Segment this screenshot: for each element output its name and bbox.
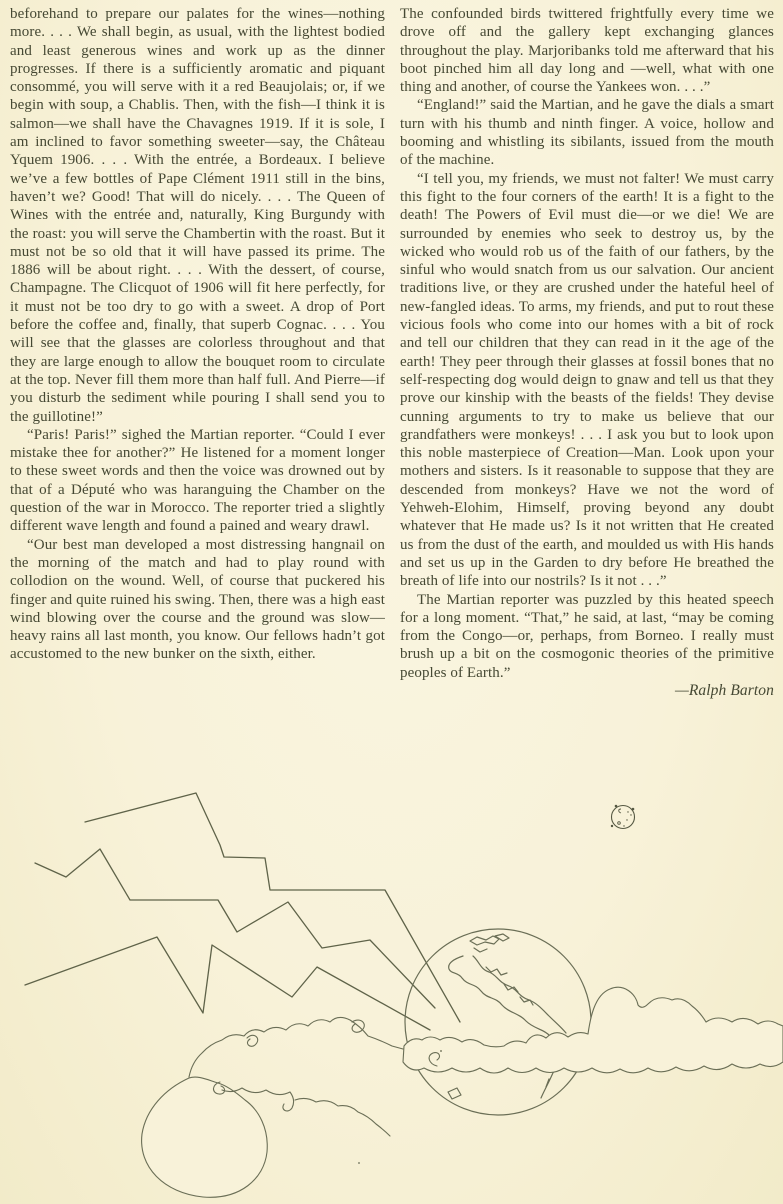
moon-doodle-icon [611, 805, 635, 829]
paragraph: “England!” said the Martian, and he gave the dials a smart turn with his thumb and ninth finger. A voice, hollow and booming and whistling its sibilants, issued from the mouth of the machine. [400, 97, 774, 169]
cloud-chain-upper [189, 1017, 403, 1077]
lightning-bolt-icon [35, 849, 435, 1008]
paragraph: “Paris! Paris!” sighed the Martian reporter. “Could I ever mistake thee for another?” He listened for a moment longer to these sweet words and then the voice was drowned out by that of a Député who was haranguing the Chamber on the question of the war in Morocco. The reporter tried a slightly different wave length and found a pained and weary drawl. [10, 426, 385, 535]
lightning-bolts [25, 793, 460, 1030]
paragraph: “Our best man developed a most distressing hangnail on the morning of the match and had to play round with collodion on the wound. Well, of course that puckered his finger and quite ruined his swing. Then, there was a high east wind blowing over the course and the ground was slow—heavy rains all last month, you know. Our fellows hadn’t got accustomed to the new bunker on the sixth, either. [10, 536, 385, 663]
left-text-column [10, 5, 385, 664]
lightning-bolt-icon [85, 793, 460, 1022]
right-text-column [400, 5, 774, 700]
clouds [142, 987, 783, 1197]
cloud-left-oval [142, 1077, 268, 1197]
cloud-band [403, 987, 783, 1073]
americas-continents [448, 934, 567, 1099]
paragraph: The confounded birds twittered frightfully every time we drove off and the gallery kept exchanging glances throughout the play. Marjoribanks told me afterward that his boot pinched him all day long and —well, what with one thing and another, of course the Yankees won. . . .” [400, 6, 774, 96]
speck-dot [358, 1162, 360, 1164]
paragraph: The Martian reporter was puzzled by this heated speech for a long moment. “That,” he said, at last, “may be coming from the Congo—or, perhaps, from Borneo. I really must brush up a bit on the cosmogonic theories of the primitive peoples of Earth.” [400, 591, 774, 681]
paragraph: beforehand to prepare our palates for the wines—nothing more. . . . We shall begin, as usual, with the lightest bodied and least generous wines and work up as the dinner progresses. If there is a sufficiently aromatic and piquant consommé, you will serve with it a red Beaujolais; or, if we begin with soup, a Chablis. Then, with the fish—I think it is salmon—we shall have the Chavagnes 1919. If it is sole, I am inclined to favor something sweeter—say, the Château Yquem 1906. . . . With the entrée, a Bordeaux. I believe we’ve a few bottles of Pape Clément 1911 still in the bins, haven’t we? Good! That will do nicely. . . . The Queen of Wines with the entrée and, naturally, King Burgundy with the roast: you will serve the Chambertin with the roast. But it must not be so old that it will have passed its prime. The 1886 will be about right. . . . With the dessert, of course, Champagne. The Clicquot of 1906 will fit here perfectly, for it must not be too dry to go with a sweet. A drop of Port before the coffee and, finally, that superb Cognac. . . . You will see that the glasses are colorless throughout and that they are large enough to allow the bouquet room to circulate at the top. Never fill them more than half full. And Pierre—if you disturb the sediment while pouring I shall send you to the guillotine!” [10, 6, 385, 425]
lightning-bolt-icon [25, 937, 430, 1030]
author-signature: —Ralph Barton [674, 681, 774, 699]
earth-globe [405, 929, 591, 1115]
paragraph: “I tell you, my friends, we must not falter! We must carry this fight to the four corners of the earth! It is a fight to the death! The Powers of Evil must die—or we die! We are surrounded by enemies who seek to destroy us, by the wicked who would rob us of the faith of our fathers, by the sinful who would snatch from us our salvation. Our ancient traditions live, or they are crushed under the hateful heel of new-fangled ideas. To arms, my friends, and put to rout these vicious fools who come into our homes with a bit of rock and tell our children that they can read in it the age of the earth! They peer through their glasses at fossil bones that no self-respecting dog would deign to gnaw and tell us that they prove our kinship with the beasts of the fields! They devise cunning arguments to try to make us believe that our grandfathers were monkeys! . . . I ask you but to look upon this noble masterpiece of Creation—Man. Look upon your mothers and sisters. Is it reasonable to suppose that they are descended from monkeys? Have we not the word of Yehweh-Elohim, Himself, proving beyond any doubt whatever that He made us? Is it not written that He created us from the dust of the earth, and moulded us with His hands and set us up in the Garden to dry before He breathed the breath of life into our nostrils? Is it not . . .” [400, 170, 774, 590]
lightning-earth-illustration [0, 780, 783, 1204]
